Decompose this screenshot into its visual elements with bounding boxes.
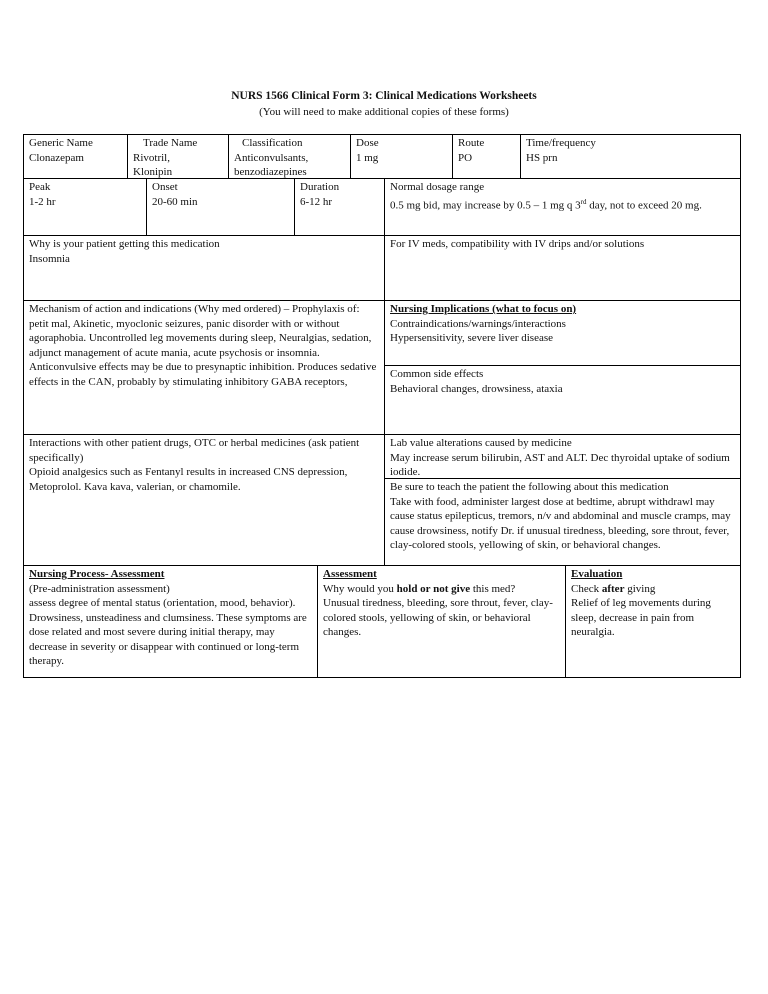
normal-dosage-value: 0.5 mg bid, may increase by 0.5 – 1 mg q 3rd day, not to exceed 20 mg. [390,197,702,212]
why-medication-cell [23,235,384,301]
hold-question: Why would you hold or not give this med? [323,582,516,595]
normal-dosage-cell [384,178,741,236]
onset-value: 20-60 min [152,195,198,208]
nursing-implications-label: Nursing Implications (what to focus on) [390,303,577,315]
contraindications-label: Contraindications/warnings/interactions [390,317,566,330]
iv-compatibility-label: For IV meds, compatibility with IV drips and/or solutions [390,238,645,250]
dose-cell [350,134,452,179]
interactions-label: Interactions with other patient drugs, OTC or herbal medicines (ask patient specifically) [29,437,360,464]
duration-cell [294,178,384,236]
mechanism-cell [23,300,384,435]
assessment-label: Assessment [323,568,377,580]
time-frequency-cell [520,134,741,179]
interactions-cell [23,434,384,566]
page-title: NURS 1566 Clinical Form 3: Clinical Medications Worksheets [231,90,537,102]
mechanism-text: Mechanism of action and indications (Why med ordered) – Prophylaxis of: petit mal, Akinetic, myoclonic seizures, panic disorder with or without agoraphobia. Uncontrolled leg movements during sleep, Neuralgias, sedation, adjunct management of acute mania, acute psychosis or insomnia. Anticonvulsive effects may be due to presynaptic inhibition. Produces sedative effects in the CAN, probably by stimulating inhibitory GABA receptors, [29,303,377,388]
contraindications-value: Hypersensitivity, severe liver disease [390,332,554,344]
nursing-process-label: Nursing Process- Assessment [29,568,165,580]
classification-value-2: benzodiazepines [234,166,307,178]
evaluation-label: Evaluation [571,568,623,580]
peak-cell [23,178,146,236]
lab-values-cell [384,434,741,479]
classification-cell [228,134,350,179]
time-frequency-label: Time/frequency [526,137,596,149]
lab-values-value: May increase serum bilirubin, AST and ALT. Dec thyroidal uptake of sodium iodide. [390,451,730,478]
onset-label: Onset [152,181,178,193]
route-value: PO [458,151,473,164]
evaluation-check: Check after giving [571,582,656,595]
generic-name-cell [23,134,127,179]
trade-name-value-1: Rivotril, [133,151,170,164]
patient-teaching-label: Be sure to teach the patient the following about this medication [390,481,669,493]
assessment-value: Unusual tiredness, bleeding, sore throut, fever, clay-colored stools, yellowing of skin, or behavioral changes. [323,597,553,638]
onset-cell [146,178,294,236]
generic-name-label: Generic Name [29,137,93,149]
trade-name-cell [127,134,228,179]
evaluation-value: Relief of leg movements during sleep, decrease in pain from neuralgia. [571,597,711,638]
page-subtitle: (You will need to make additional copies of these forms) [259,106,509,118]
evaluation-cell [565,565,741,678]
assessment-cell [317,565,565,678]
trade-name-value-2: Klonipin [133,166,173,178]
classification-label: Classification [242,137,303,149]
peak-value: 1-2 hr [29,195,56,208]
dose-value: 1 mg [356,151,379,164]
nursing-implications-cell [384,300,741,366]
peak-label: Peak [29,181,51,193]
generic-name-value: Clonazepam [29,151,84,164]
route-cell [452,134,520,179]
side-effects-cell [384,365,741,435]
patient-teaching-cell [384,478,741,566]
nursing-process-cell [23,565,317,678]
normal-dosage-label: Normal dosage range [390,181,485,193]
why-medication-value: Insomnia [29,252,70,265]
time-frequency-value: HS prn [526,151,558,164]
why-medication-label: Why is your patient getting this medication [29,238,220,250]
interactions-value: Opioid analgesics such as Fentanyl results in increased CNS depression, Metoprolol. Kava kava, valerian, or chamomile. [29,466,348,493]
patient-teaching-value: Take with food, administer largest dose at bedtime, abrupt withdrawl may cause status epilepticus, tremors, n/v and abdominal and muscle cramps, may cause drowsiness, notify Dr. if unusual tiredness, bleeding, sore throut, fever, clay-colored stools, yellowing of skin, or behavioral changes. [390,495,731,551]
nursing-process-sub: (Pre-administration assessment) [29,582,170,595]
dose-label: Dose [356,137,379,149]
trade-name-label: Trade Name [143,137,198,149]
duration-label: Duration [300,181,340,193]
nursing-process-value: assess degree of mental status (orientation, mood, behavior). Drowsiness, unsteadiness and clumsiness. These symptoms are dose related and most severe during initial therapy, may decrease in severity or disappear with continued or long-term therapy. [29,597,307,667]
iv-compatibility-cell [384,235,741,301]
route-label: Route [458,137,485,149]
duration-value: 6-12 hr [300,195,333,208]
classification-value-1: Anticonvulsants, [234,151,309,164]
side-effects-value: Behavioral changes, drowsiness, ataxia [390,382,563,395]
lab-values-label: Lab value alterations caused by medicine [390,437,572,449]
side-effects-label: Common side effects [390,368,484,380]
